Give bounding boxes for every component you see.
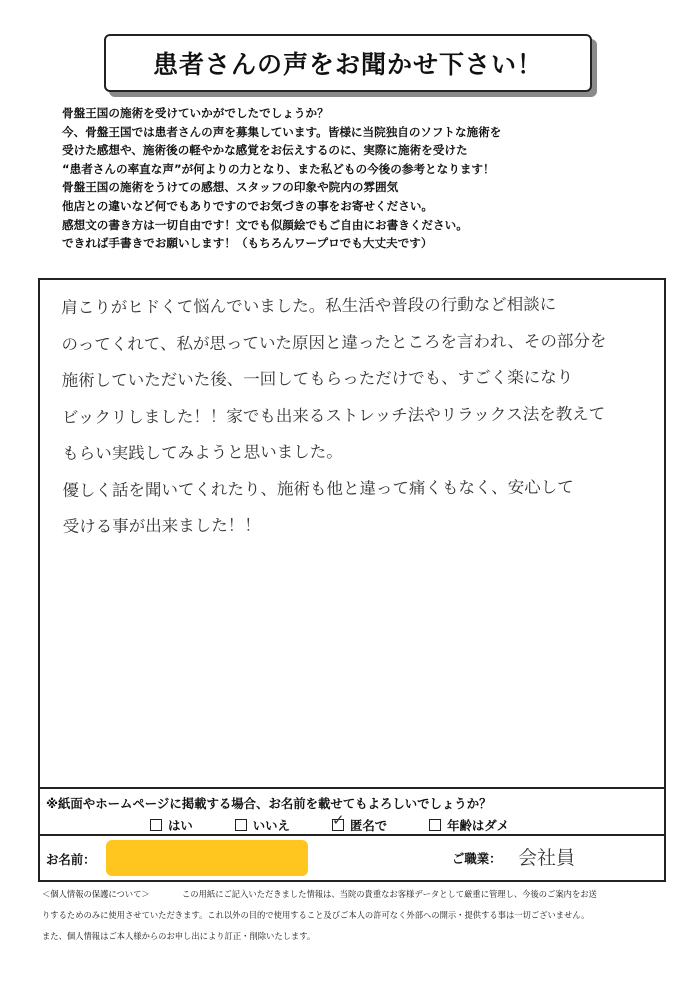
checkbox-no[interactable] [235,819,247,831]
handwritten-line: 優しく話を聞いてくれたり、施術も他と違って痛くもなく、安心して [62,476,574,500]
intro-line: 骨盤王国の施術をうけての感想、スタッフの印象や院内の雰囲気 [62,180,399,195]
intro-line: 今、骨盤王国では患者さんの声を募集しています。皆様に当院独自のソフトな施術を [62,124,502,139]
option-label: 年齢はダメ [447,818,510,833]
handwritten-line: もらい実践してみようと思いました。 [62,442,343,464]
consent-option-anonymous[interactable] [331,811,388,834]
handwritten-comment-area [40,280,664,787]
consent-question: ※紙面やホームページに掲載する場合、お名前を載せてもよろしいでしょうか？ [46,796,492,811]
handwritten-line: 肩こりがヒドくて悩んでいました。私生活や普段の行動など相談に [61,294,557,318]
handwritten-line: ビックリしました！！家でも出来るストレッチ法やリラックス法を教えて [61,403,606,427]
handwritten-line: のってくれて、私が思っていた原因と違ったところを言われ、その部分を [61,330,607,354]
name-consent-section [40,787,664,836]
intro-line: 他店との違いなど何でもありですのでお気づきの事をお寄せください。 [62,198,434,213]
occupation-label: ご職業： [452,851,502,866]
checkbox-yes[interactable] [150,819,162,831]
form-title-box [104,34,592,92]
handwritten-line: 施術していただいた後、一回してもらっただけでも、すごく楽になり [61,367,574,391]
check-mark-icon: ✓ [331,811,345,829]
intro-line: 受けた感想や、施術後の軽やかな感覚をお伝えするのに、実際に施術を受けた [62,143,468,158]
privacy-notice [42,884,662,947]
option-label: はい [168,818,193,833]
intro-text [62,104,662,253]
option-label: 匿名で [349,818,388,833]
name-label: お名前： [46,852,96,867]
option-label: いいえ [252,818,290,833]
consent-option-yes[interactable] [150,816,193,834]
intro-line: できれば手書きでお願いします！（もちろんワープロでも大丈夫です） [62,236,433,251]
consent-option-no[interactable] [235,816,290,834]
occupation-value: 会社員 [518,847,576,869]
privacy-label: ＜個人情報の保護について＞ [42,889,150,899]
name-redaction [106,840,308,876]
consent-option-no-age[interactable] [429,816,509,834]
intro-line: 感想文の書き方は一切自由です！文でも似顔絵でもご自由にお書きください。 [62,217,468,232]
privacy-text: りするためのみに使用させていただきます。これ以外の目的で使用すること及びご本人の許可なく外部への開示・提供する事は一切ございません。 [42,910,590,920]
handwritten-line: 受ける事が出来ました！！ [62,515,261,537]
handwritten-comment [61,286,653,546]
form-title: 患者さんの声をお聞かせ下さい！ [152,50,543,79]
consent-options [150,811,510,834]
name-occupation-row [40,834,664,882]
checkbox-no-age[interactable] [429,819,441,831]
intro-line: “患者さんの率直な声”が何よりの力となり、また私どもの今後の参考となります！ [62,161,495,176]
checkbox-anonymous[interactable] [331,811,345,831]
privacy-text: また、個人情報はご本人様からのお申し出により訂正・削除いたします。 [42,931,316,941]
privacy-text: この用紙にご記入いただきました情報は、当院の貴重なお客様データとして厳重に管理し、今後のご案内をお送 [182,889,597,899]
intro-line: 骨盤王国の施術を受けていかがでしたでしょうか？ [62,106,329,120]
comment-form-frame [38,278,666,882]
